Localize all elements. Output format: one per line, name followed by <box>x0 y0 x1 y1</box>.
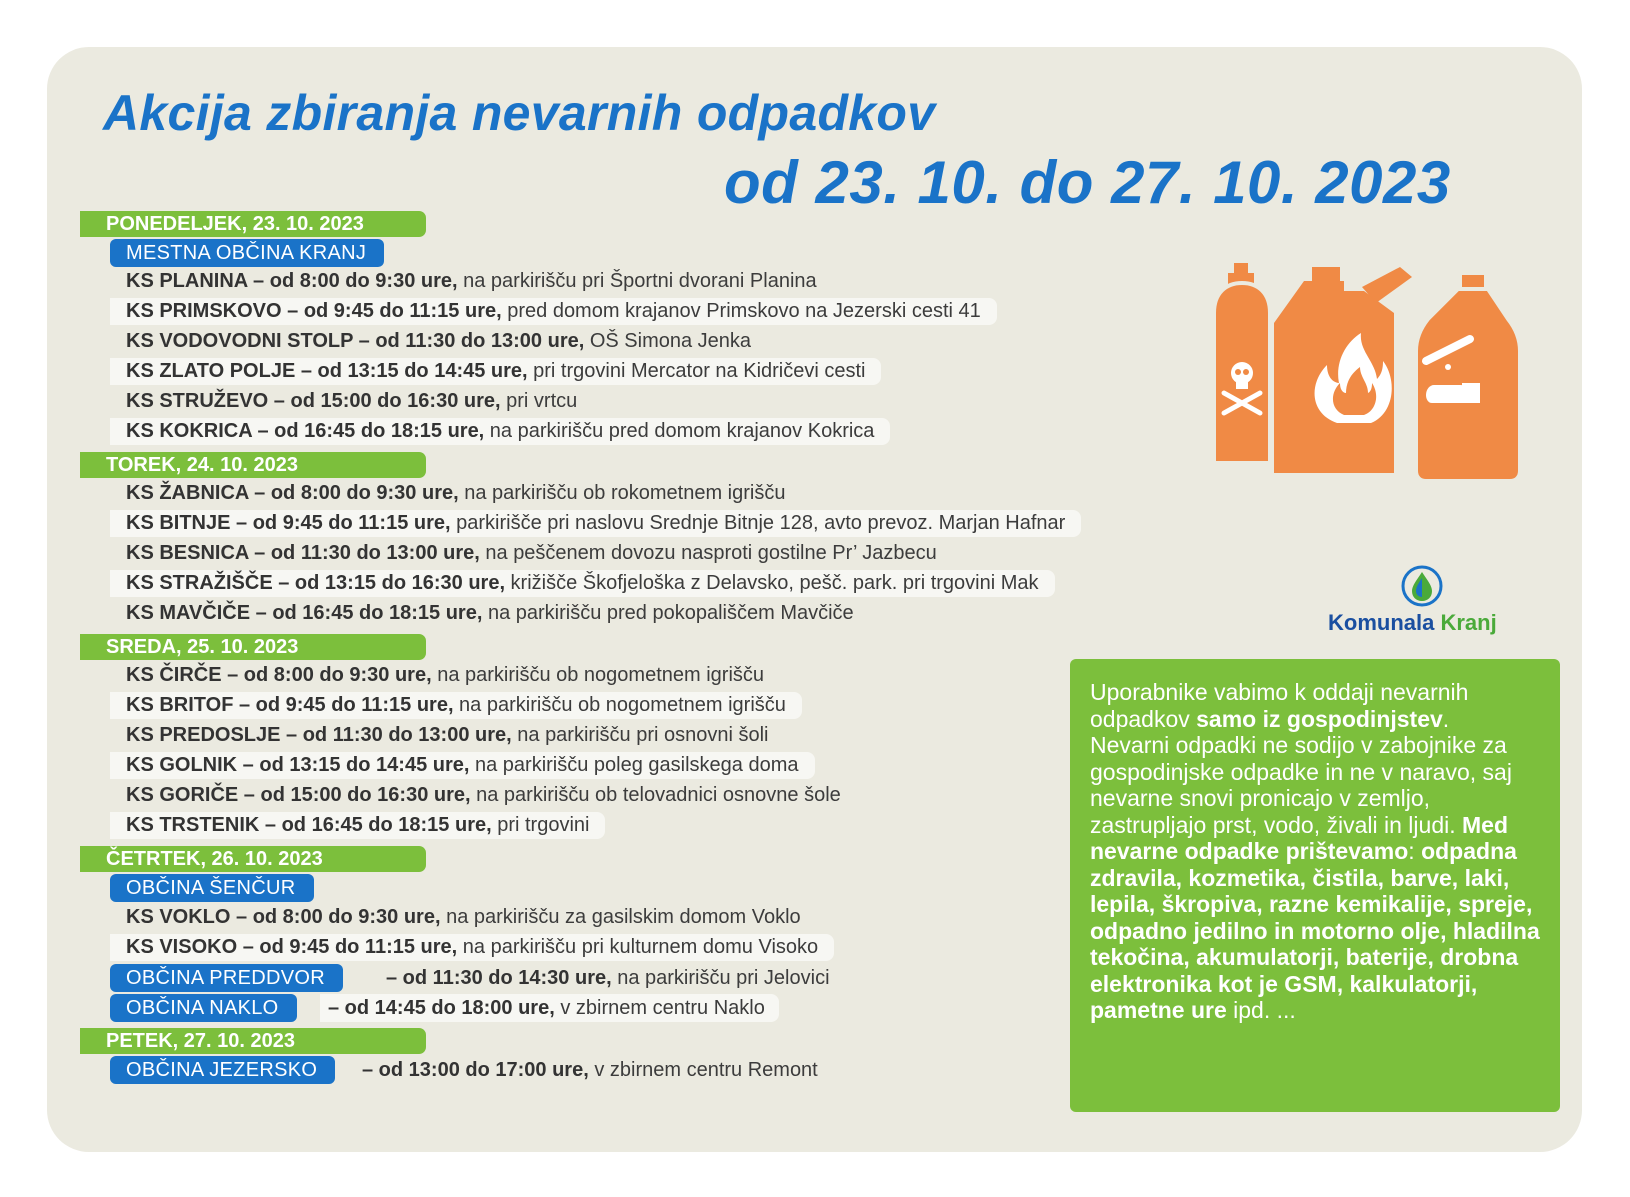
title-line-1: Akcija zbiranja nevarnih odpadkov <box>103 85 936 141</box>
schedule-row: KS ZLATO POLJE – od 13:15 do 14:45 ure, pri trgovini Mercator na Kidričevi cesti <box>110 358 881 385</box>
municipality-naklo: OBČINA NAKLO <box>110 994 297 1022</box>
day-header-monday: PONEDELJEK, 23. 10. 2023 <box>80 211 426 237</box>
municipality-kranj: MESTNA OBČINA KRANJ <box>110 239 384 267</box>
schedule-row: KS VODOVODNI STOLP – od 11:30 do 13:00 ure, OŠ Simona Jenka <box>126 330 752 352</box>
day-header-friday: PETEK, 27. 10. 2023 <box>80 1028 426 1054</box>
schedule-row-naklo: – od 14:45 do 18:00 ure, v zbirnem centru Naklo <box>320 994 779 1022</box>
day-header-thursday: ČETRTEK, 26. 10. 2023 <box>80 846 426 872</box>
schedule-row: KS VOKLO – od 8:00 do 9:30 ure, na parkirišču za gasilskim domom Voklo <box>126 906 801 928</box>
municipality-preddvor: OBČINA PREDDVOR <box>110 964 343 992</box>
logo-wordmark: Komunala Kranj <box>1328 610 1497 635</box>
schedule-row: KS MAVČIČE – od 16:45 do 18:15 ure, na parkirišču pred pokopališčem Mavčiče <box>126 602 854 624</box>
day-header-tuesday: TOREK, 24. 10. 2023 <box>80 452 426 478</box>
schedule-row: KS PLANINA – od 8:00 do 9:30 ure, na parkirišču pri Športni dvorani Planina <box>126 270 817 292</box>
title-line-2: od 23. 10. do 27. 10. 2023 <box>724 149 1451 216</box>
canister-icon <box>1274 267 1412 473</box>
schedule-row-jezersko: – od 13:00 do 17:00 ure, v zbirnem centru Remont <box>362 1059 818 1081</box>
schedule-row-preddvor: – od 11:30 do 14:30 ure, na parkirišču pri Jelovici <box>386 967 830 989</box>
municipality-jezersko: OBČINA JEZERSKO <box>110 1056 335 1084</box>
schedule-row: KS BRITOF – od 9:45 do 11:15 ure, na parkirišču ob nogometnem igrišču <box>110 692 802 719</box>
info-box: Uporabnike vabimo k oddaji nevarnih odpadkov samo iz gospodinjstev. Nevarni odpadki ne sodijo v zabojnike za gospodinjske odpadke in ne v naravo, saj nevarne snovi pronicajo v zemljo, zastrupljajo prst, vodo, živali in ljudi. Med nevarne odpadke prištevamo: odpadna zdravila, kozmetika, čistila, barve, laki, lepila, škropiva, razne kemikalije, spreje, odpadno jedilno in motorno olje, hladilna tekočina, akumulatorji, baterije, drobna elektronika kot je GSM, kalkulatorji, pametne ure ipd. ... <box>1070 659 1560 1112</box>
schedule-row: KS GORIČE – od 15:00 do 16:30 ure, na parkirišču ob telovadnici osnovne šole <box>126 784 841 806</box>
water-drop-logo-icon <box>1403 567 1441 605</box>
schedule-row: KS ČIRČE – od 8:00 do 9:30 ure, na parkirišču ob nogometnem igrišču <box>126 664 765 686</box>
schedule-row: KS PREDOSLJE – od 11:30 do 13:00 ure, na parkirišču pri osnovni šoli <box>126 724 769 746</box>
schedule-row: KS BESNICA – od 11:30 do 13:00 ure, na peščenem dovozu nasproti gostilne Pr’ Jazbecu <box>126 542 937 564</box>
bottle-icon <box>1416 275 1520 481</box>
schedule-row: KS STRUŽEVO – od 15:00 do 16:30 ure, pri vrtcu <box>126 390 578 412</box>
schedule-row: KS BITNJE – od 9:45 do 11:15 ure, parkirišče pri naslovu Srednje Bitnje 128, avto prevoz. Marjan Hafnar <box>110 510 1081 537</box>
hazardous-waste-illustration <box>1212 263 1542 481</box>
municipality-sencur: OBČINA ŠENČUR <box>110 874 314 902</box>
schedule-row: KS KOKRICA – od 16:45 do 18:15 ure, na parkirišču pred domom krajanov Kokrica <box>110 418 890 445</box>
schedule-row: KS TRSTENIK – od 16:45 do 18:15 ure, pri trgovini <box>110 812 605 839</box>
schedule-row: KS PRIMSKOVO – od 9:45 do 11:15 ure, pred domom krajanov Primskovo na Jezerski cesti 41 <box>110 298 997 325</box>
spray-can-icon <box>1214 263 1270 463</box>
schedule-row: KS STRAŽIŠČE – od 13:15 do 16:30 ure, križišče Škofjeloška z Delavsko, pešč. park. pri trgovini Mak <box>110 570 1055 597</box>
schedule-row: KS ŽABNICA – od 8:00 do 9:30 ure, na parkirišču ob rokometnem igrišču <box>126 482 786 504</box>
schedule-row: KS GOLNIK – od 13:15 do 14:45 ure, na parkirišču poleg gasilskega doma <box>110 752 815 779</box>
day-header-wednesday: SREDA, 25. 10. 2023 <box>80 634 426 660</box>
schedule-row: KS VISOKO – od 9:45 do 11:15 ure, na parkirišču pri kulturnem domu Visoko <box>110 934 834 961</box>
